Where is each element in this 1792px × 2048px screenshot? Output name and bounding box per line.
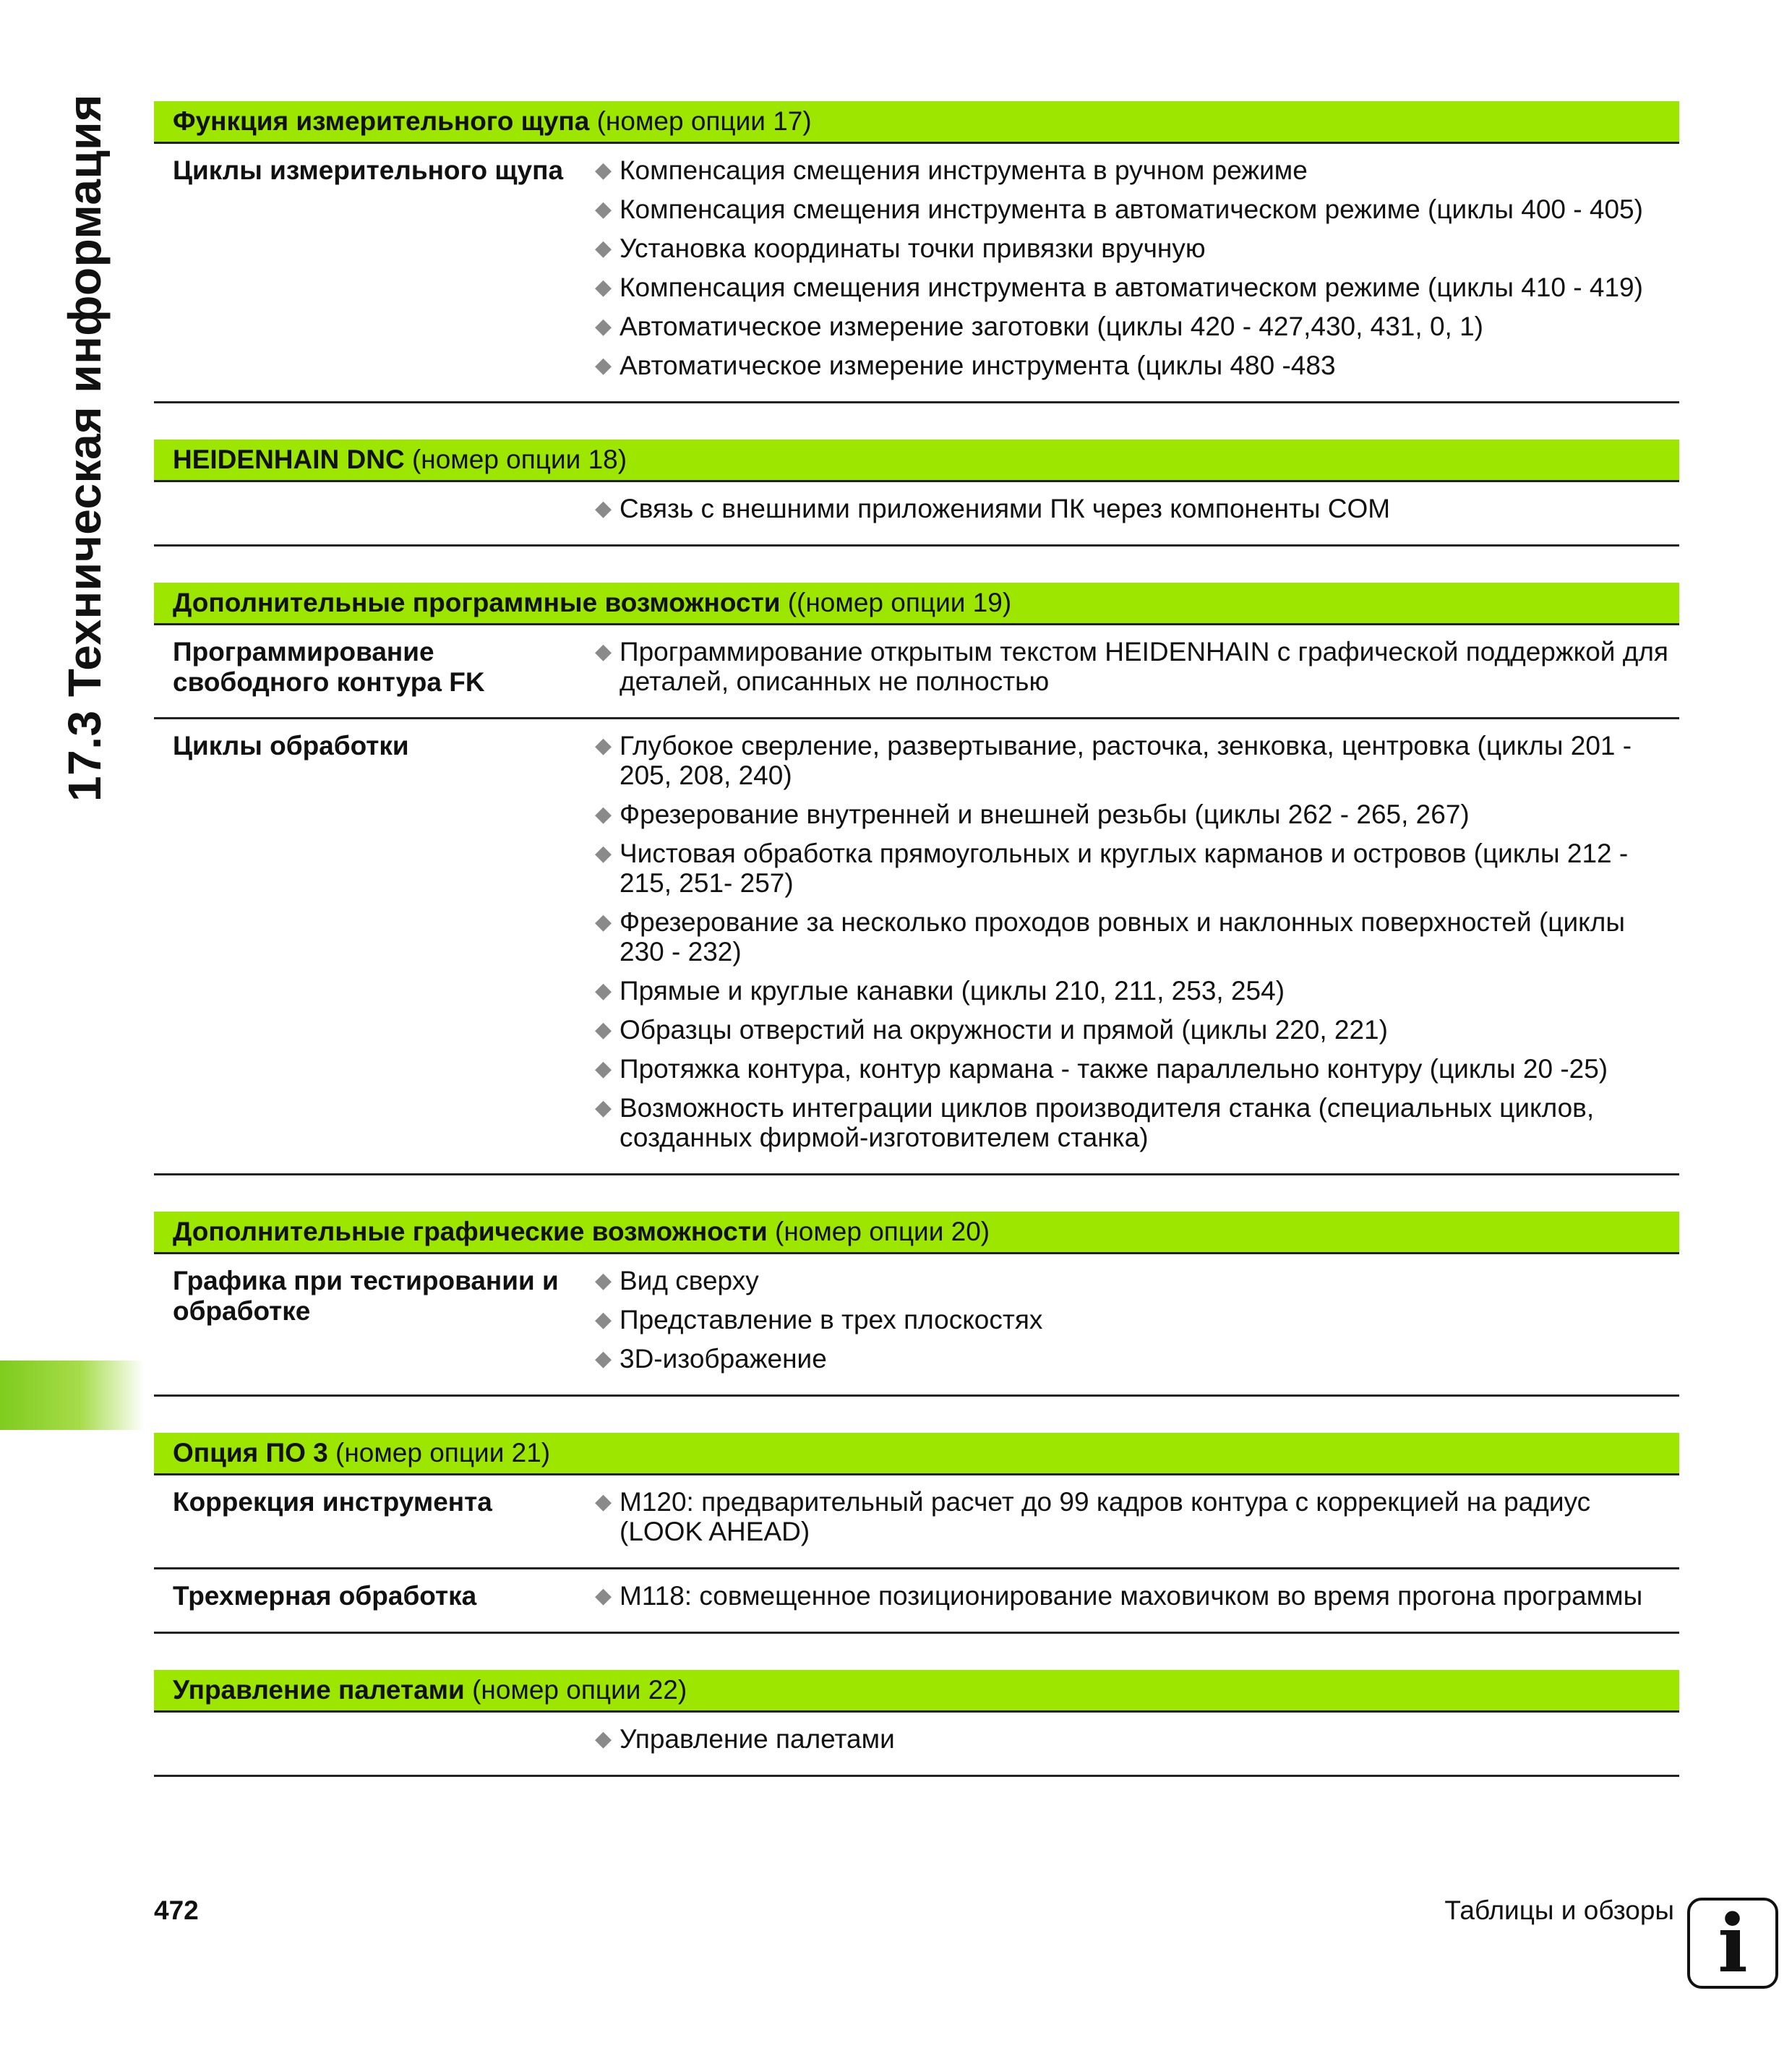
- row-label: Коррекция инструмента: [173, 1487, 492, 1517]
- feature-list: [595, 1578, 1679, 1620]
- diamond-bullet-icon: ◆: [595, 841, 612, 865]
- diamond-bullet-icon: ◆: [595, 354, 612, 377]
- diamond-bullet-icon: ◆: [595, 236, 612, 260]
- row-label: Циклы измерительного щупа: [173, 155, 564, 185]
- section-header: [154, 1433, 1679, 1475]
- diamond-bullet-icon: ◆: [595, 1308, 612, 1332]
- section-header: [154, 101, 1679, 144]
- list-item: [595, 800, 1672, 829]
- option-section: [154, 1433, 1679, 1634]
- feature-text: M120: предварительный расчет до 99 кадров контура с коррекцией на радиус (LOOK AHEAD): [620, 1487, 1591, 1546]
- feature-list: [595, 1721, 1679, 1763]
- list-item: [595, 312, 1672, 341]
- option-section: [154, 1212, 1679, 1397]
- list-item: [595, 1305, 1672, 1334]
- feature-text: Прямые и круглые канавки (циклы 210, 211, 253, 254): [620, 976, 1285, 1006]
- section-title: Опция ПО 3: [173, 1438, 328, 1468]
- list-item: [595, 1054, 1672, 1084]
- feature-text: Вид сверху: [620, 1266, 759, 1295]
- row-label: Графика при тестировании и обработке: [173, 1266, 559, 1326]
- list-item: [595, 233, 1672, 263]
- section-header: [154, 583, 1679, 625]
- row-label: Программирование свободного контура FK: [173, 637, 485, 697]
- feature-text: Возможность интеграции циклов производителя станка (специальных циклов, созданных фирмой-изготовителем станка): [620, 1093, 1595, 1152]
- feature-text: Образцы отверстий на окружности и прямой (циклы 220, 221): [620, 1015, 1388, 1045]
- list-item: [595, 155, 1672, 185]
- section-title: Дополнительные графические возможности: [173, 1217, 768, 1246]
- diamond-bullet-icon: ◆: [595, 314, 612, 338]
- chapter-side-title: 17.3 Техническая информация: [59, 94, 111, 802]
- diamond-bullet-icon: ◆: [595, 1057, 612, 1081]
- feature-text: Связь с внешними приложениями ПК через компоненты COM: [620, 494, 1391, 523]
- section-option-number: (номер опции 18): [404, 445, 627, 474]
- list-item: [595, 273, 1672, 302]
- list-item: [595, 1724, 1672, 1754]
- section-header: [154, 1670, 1679, 1713]
- feature-text: Компенсация смещения инструмента в ручном режиме: [620, 155, 1308, 185]
- row-label: Циклы обработки: [173, 731, 409, 760]
- diamond-bullet-icon: ◆: [595, 1347, 612, 1371]
- feature-text: Чистовая обработка прямоугольных и круглых карманов и островов (циклы 212 - 215, 251- 257): [620, 839, 1629, 898]
- section-title: HEIDENHAIN DNC: [173, 445, 405, 474]
- feature-text: Установка координаты точки привязки вручную: [620, 233, 1206, 263]
- diamond-bullet-icon: ◆: [595, 734, 612, 758]
- section-option-number: (номер опции 17): [589, 106, 812, 136]
- feature-text: Автоматическое измерение заготовки (циклы 420 - 427,430, 431, 0, 1): [620, 312, 1483, 341]
- option-section: [154, 1670, 1679, 1777]
- list-item: [595, 637, 1672, 696]
- feature-list: [595, 491, 1679, 533]
- feature-list: [595, 153, 1679, 390]
- row-label: [154, 491, 595, 533]
- list-item: [595, 839, 1672, 898]
- table-row: [154, 482, 1679, 547]
- feature-text: 3D-изображение: [620, 1344, 827, 1374]
- list-item: [595, 1015, 1672, 1045]
- table-row: [154, 1254, 1679, 1397]
- options-table: [154, 101, 1679, 1813]
- list-item: [595, 731, 1672, 790]
- feature-text: Протяжка контура, контур кармана - также параллельно контуру (циклы 20 -25): [620, 1054, 1608, 1084]
- section-title: Дополнительные программные возможности: [173, 588, 781, 617]
- section-header: [154, 440, 1679, 482]
- table-row: [154, 1569, 1679, 1634]
- list-item: [595, 494, 1672, 523]
- diamond-bullet-icon: ◆: [595, 802, 612, 826]
- option-section: [154, 440, 1679, 547]
- feature-list: [595, 728, 1679, 1162]
- feature-text: Управление палетами: [620, 1724, 895, 1754]
- diamond-bullet-icon: ◆: [595, 1727, 612, 1751]
- list-item: [595, 1344, 1672, 1374]
- feature-list: [595, 1263, 1679, 1383]
- diamond-bullet-icon: ◆: [595, 1490, 612, 1514]
- diamond-bullet-icon: ◆: [595, 640, 612, 664]
- feature-text: Программирование открытым текстом HEIDENHAIN с графической поддержкой для деталей, описанных не полностью: [620, 637, 1668, 696]
- feature-list: [595, 1484, 1679, 1556]
- feature-text: Компенсация смещения инструмента в автоматическом режиме (циклы 410 - 419): [620, 273, 1643, 302]
- list-item: [595, 194, 1672, 224]
- diamond-bullet-icon: ◆: [595, 497, 612, 520]
- section-option-number: (номер опции 20): [767, 1217, 990, 1246]
- diamond-bullet-icon: ◆: [595, 197, 612, 221]
- diamond-bullet-icon: ◆: [595, 1018, 612, 1042]
- diamond-bullet-icon: ◆: [595, 158, 612, 182]
- diamond-bullet-icon: ◆: [595, 979, 612, 1003]
- table-row: [154, 144, 1679, 403]
- table-row: [154, 1713, 1679, 1777]
- row-label: Трехмерная обработка: [173, 1581, 477, 1611]
- section-title: Функция измерительного щупа: [173, 106, 590, 136]
- option-section: [154, 583, 1679, 1175]
- feature-text: Автоматическое измерение инструмента (циклы 480 -483: [620, 351, 1336, 380]
- diamond-bullet-icon: ◆: [595, 1584, 612, 1608]
- list-item: [595, 907, 1672, 967]
- list-item: [595, 976, 1672, 1006]
- section-title: Управление палетами: [173, 1675, 465, 1705]
- feature-text: M118: совмещенное позиционирование маховичком во время прогона программы: [620, 1581, 1643, 1611]
- table-row: [154, 719, 1679, 1175]
- feature-text: Компенсация смещения инструмента в автоматическом режиме (циклы 400 - 405): [620, 194, 1643, 224]
- section-header: [154, 1212, 1679, 1254]
- section-option-number: ((номер опции 19): [780, 588, 1012, 617]
- list-item: [595, 351, 1672, 380]
- table-row: [154, 1475, 1679, 1569]
- feature-text: Представление в трех плоскостях: [620, 1305, 1043, 1334]
- chapter-tab-marker: [0, 1361, 145, 1430]
- diamond-bullet-icon: ◆: [595, 1269, 612, 1293]
- section-option-number: (номер опции 21): [327, 1438, 551, 1468]
- feature-list: [595, 634, 1679, 706]
- diamond-bullet-icon: ◆: [595, 275, 612, 299]
- list-item: [595, 1581, 1672, 1611]
- list-item: [595, 1487, 1672, 1546]
- feature-text: Глубокое сверление, развертывание, расточка, зенковка, центровка (циклы 201 - 205, 208, 240): [620, 731, 1632, 790]
- option-section: [154, 101, 1679, 403]
- section-option-number: (номер опции 22): [464, 1675, 687, 1705]
- list-item: [595, 1093, 1672, 1152]
- side-title-container: [54, 94, 116, 831]
- row-label: [154, 1721, 595, 1763]
- footer-chapter-title: Таблицы и обзоры: [1444, 1895, 1674, 1925]
- diamond-bullet-icon: ◆: [595, 910, 612, 934]
- list-item: [595, 1266, 1672, 1295]
- diamond-bullet-icon: ◆: [595, 1096, 612, 1120]
- info-icon: i: [1687, 1898, 1778, 1989]
- feature-text: Фрезерование за несколько проходов ровных и наклонных поверхностей (циклы 230 - 232): [620, 907, 1625, 967]
- page-number: 472: [154, 1895, 199, 1925]
- table-row: [154, 625, 1679, 719]
- feature-text: Фрезерование внутренней и внешней резьбы (циклы 262 - 265, 267): [620, 800, 1470, 829]
